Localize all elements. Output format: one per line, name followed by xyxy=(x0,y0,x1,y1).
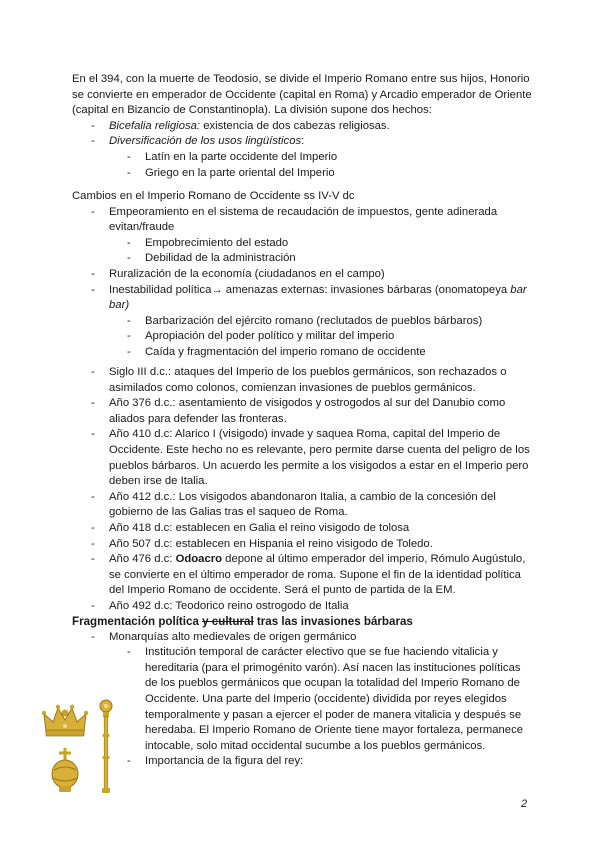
list-item xyxy=(72,134,532,150)
bullet-dash: - xyxy=(127,252,131,265)
section-heading xyxy=(72,614,532,630)
list-subitem xyxy=(72,166,532,182)
frag-sub-line: Institución temporal de carácter electivo que se fue haciendo vitalicia y xyxy=(145,646,498,659)
cambios-b3-sub3: Caída y fragmentación del imperio romano de occidente xyxy=(145,345,426,358)
list-subitem xyxy=(72,345,532,361)
frag-sub-line: Occidente. Una parte del Imperio (occidente) dividida por reyes elegidos xyxy=(145,692,507,705)
timeline-line: pueblos bárbaros. Un acuerdo les permite a los visigodos a estar en el Imperio pero xyxy=(109,459,529,472)
bullet-dash: - xyxy=(91,553,95,566)
timeline-item xyxy=(72,537,532,553)
term-bicefalia: Bicefalia religiosa: xyxy=(109,119,201,132)
term-diversificacion-colon: : xyxy=(301,135,305,148)
list-subitem xyxy=(72,645,532,754)
bullet-dash: - xyxy=(127,150,131,163)
bullet-dash: - xyxy=(127,314,131,327)
list-item xyxy=(72,267,532,283)
cambios-b3-sub1: Barbarización del ejército romano (reclutados de pueblos bárbaros) xyxy=(145,314,483,327)
cambios-b3-line1: Inestabilidad política→ amenazas externas: invasiones bárbaras (onomatopeya xyxy=(109,283,511,296)
bullet-dash: - xyxy=(91,490,95,503)
list-item xyxy=(72,205,532,236)
cambios-b2: Ruralización de la economía (ciudadanos en el campo) xyxy=(109,267,385,280)
timeline-492: Año 492 d.c: Teodorico reino ostrogodo de Italia xyxy=(109,599,349,612)
bullet-dash: - xyxy=(91,267,95,280)
timeline-line: Siglo III d.c.: ataques del Imperio de los pueblos germánicos, son rechazados o xyxy=(109,366,507,378)
cambios-title: Cambios en el Imperio Romano de Occidente ss IV-V dc xyxy=(72,190,355,202)
bullet-dash: - xyxy=(91,521,95,534)
odoacro-name: Odoacro xyxy=(175,553,223,566)
bullet-dash: - xyxy=(91,599,95,612)
intro-line-3: (capital en Bizancio de Constantinopla). La división supone dos hechos: xyxy=(72,104,432,117)
timeline-item xyxy=(72,396,532,427)
timeline-item xyxy=(72,365,532,396)
list-subitem xyxy=(72,754,532,770)
crown-scepter-illustration xyxy=(40,694,124,798)
cambios-b1-line2: evitan/fraude xyxy=(109,221,175,234)
frag-sub-line: hereditaria (para el primogénito varón). Así nacen las instituciones políticas xyxy=(145,661,521,674)
timeline-line: aliados para defender las fronteras. xyxy=(109,412,287,425)
crown-icon xyxy=(42,705,88,736)
odoacro-line2: se convierte en el último emperador de roma. Supone el fin de la identidad política xyxy=(109,568,521,581)
timeline-line: asimilados como colonos, comienzan invasiones de pueblos germánicos. xyxy=(109,381,476,394)
timeline-line: gobierno de las Galias tras el saqueo de Roma. xyxy=(109,506,348,519)
bullet-dash: - xyxy=(91,119,95,132)
subitem-griego: Griego en la parte oriental del Imperio xyxy=(145,166,335,179)
cambios-b3-sub2: Apropiación del poder político y militar del imperio xyxy=(145,330,395,343)
bullet-dash: - xyxy=(91,205,95,218)
timeline-item xyxy=(72,490,532,521)
list-subitem xyxy=(72,314,532,330)
list-subitem xyxy=(72,251,532,267)
term-bicefalia-desc: existencia de dos cabezas religiosas. xyxy=(200,119,390,132)
odoacro-post: depone al último emperador del imperio, Rómulo Augústulo, xyxy=(222,553,526,566)
bullet-dash: - xyxy=(127,330,131,343)
frag-sub-line: temporalmente y pasan a ejercer el poder de manera vitalicia y después se xyxy=(145,708,522,721)
bullet-dash: - xyxy=(91,537,95,550)
frag-sub-line: de los pueblos germánicos que ocupan la totalidad del Imperio Romano de xyxy=(145,677,520,690)
timeline-line: Año 418 d.c: establecen en Galia el reino visigodo de tolosa xyxy=(109,521,410,534)
list-subitem xyxy=(72,150,532,166)
subitem-latin: Latín en la parte occidente del Imperio xyxy=(145,150,338,163)
bullet-dash: - xyxy=(91,630,95,643)
timeline-line: Año 412 d.c.: Los visigodos abandonaron Italia, a cambio de la concesión del xyxy=(109,490,496,503)
timeline-section xyxy=(72,365,532,615)
list-item xyxy=(72,283,532,314)
intro-line-1: En el 394, con la muerte de Teodosio, se divide el Imperio Romano entre sus hijos, Honorio xyxy=(72,73,530,85)
term-diversificacion: Diversificación de los usos lingüísticos xyxy=(109,135,302,148)
list-item xyxy=(72,119,532,135)
scepter-icon xyxy=(100,700,112,793)
timeline-item xyxy=(72,521,532,537)
frag-b1: Monarquías alto medievales de origen germánico xyxy=(109,630,357,643)
bullet-dash: - xyxy=(127,236,131,249)
bullet-dash: - xyxy=(127,755,131,768)
timeline-item xyxy=(72,427,532,489)
cambios-b1-sub2: Debilidad de la administración xyxy=(145,252,296,265)
timeline-line: Año 507 d.c: establecen en Hispania el reino visigodo de Toledo. xyxy=(109,537,433,550)
cross-orb-icon xyxy=(52,748,78,792)
bullet-dash: - xyxy=(127,166,131,179)
intro-line-2: se convierte en emperador de Occidente (capital en Roma) y Arcadio emperador de Oriente xyxy=(72,88,532,101)
heading-part-b: tras las invasiones bárbaras xyxy=(253,615,413,628)
bullet-dash: - xyxy=(127,345,131,358)
timeline-line: Año 376 d.c.: asentamiento de visigodos y ostrogodos al sur del Danubio como xyxy=(109,397,506,410)
list-subitem xyxy=(72,329,532,345)
frag-sub-line: heredaba. El Imperio Romano de Oriente tiene mayor fortaleza, permanece xyxy=(145,724,524,737)
timeline-item xyxy=(72,599,532,615)
bullet-dash: - xyxy=(91,366,95,378)
bullet-dash: - xyxy=(127,646,131,659)
cambios-b1-line1: Empeoramiento en el sistema de recaudación de impuestos, gente adinerada xyxy=(109,205,498,218)
cambios-section xyxy=(72,189,532,361)
heading-part-a: Fragmentación política xyxy=(72,615,203,628)
odoacro-line3: del Imperio Romano de occidente. Será el punto de partida de la EM. xyxy=(109,584,456,597)
timeline-line: Año 410 d.c: Alarico I (visigodo) invade y saquea Roma, capital del Imperio de xyxy=(109,428,501,441)
cambios-b3-bar: bar xyxy=(510,283,527,296)
fragmentacion-section xyxy=(72,614,532,770)
bullet-dash: - xyxy=(91,397,95,410)
bullet-dash: - xyxy=(91,428,95,441)
list-subitem xyxy=(72,236,532,252)
timeline-item xyxy=(72,552,532,599)
timeline-line: deben irse de Italia. xyxy=(109,475,208,488)
intro-section xyxy=(72,72,532,181)
frag-sub-line: intocable, solo mitad occidental sucumbe a los pueblos germánicos. xyxy=(145,739,486,752)
timeline-line: Occidente. Este hecho no es relevante, pero permite darse cuenta del peligro de los xyxy=(109,443,530,456)
cambios-b1-sub1: Empobrecimiento del estado xyxy=(145,236,289,249)
cambios-b3-line2: bar) xyxy=(109,299,130,312)
bullet-dash: - xyxy=(91,135,95,148)
odoacro-pre: Año 476 d.c: xyxy=(109,553,176,566)
bullet-dash: - xyxy=(91,283,95,296)
frag-sub2: Importancia de la figura del rey: xyxy=(145,755,304,768)
page-number: 2 xyxy=(521,798,528,810)
heading-strikethrough: y cultural xyxy=(202,615,254,628)
list-item xyxy=(72,630,532,646)
